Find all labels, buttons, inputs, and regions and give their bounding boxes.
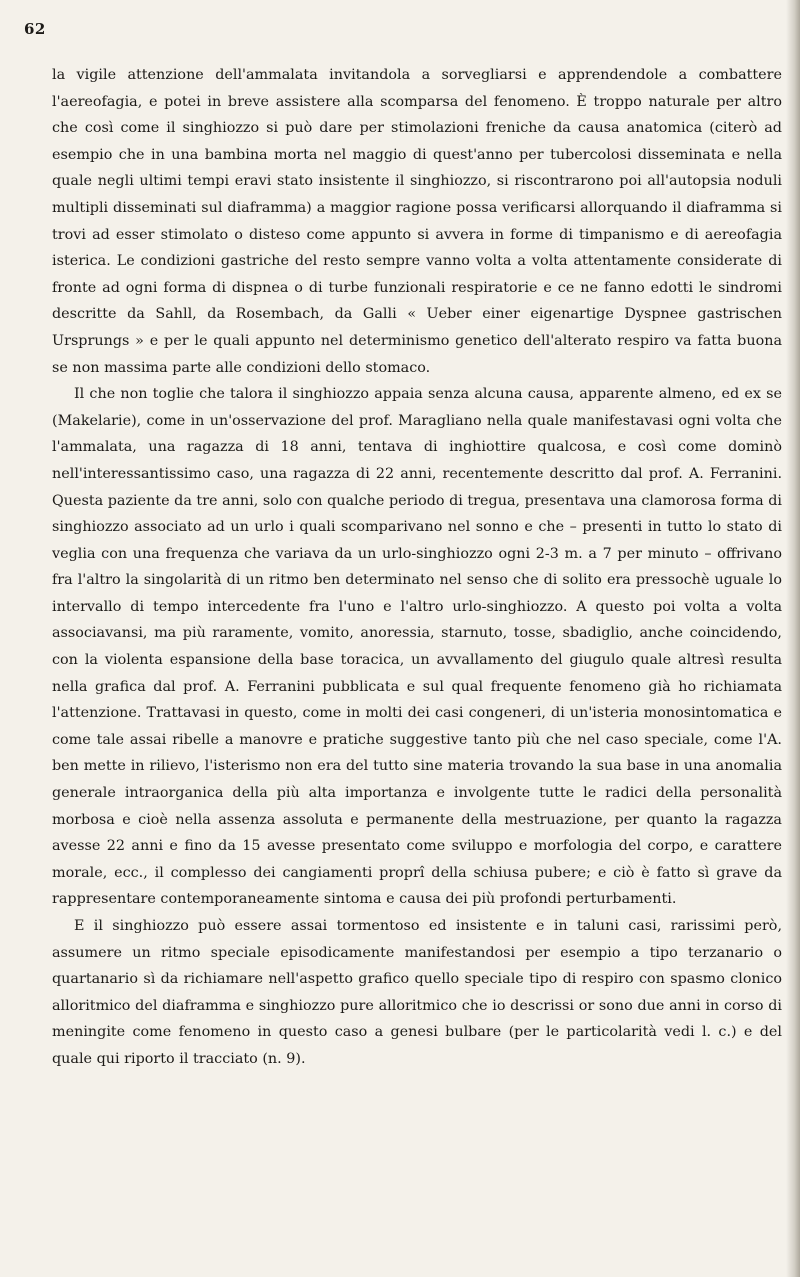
page-body — [52, 62, 782, 1073]
paragraph-2: Il che non toglie che talora il singhiozzo appaia senza alcuna causa, apparente almeno, ed ex se (Makelarie), come in un'osservazione del prof. Maragliano nella quale manifestavasi ogni volta che l'ammalata, una ragazza di 18 anni, tentava di inghiottire qualcosa, e così come dominò nell'interessantissimo caso, una ragazza di 22 anni, recentemente descritto dal prof. A. Ferranini. Questa paziente da tre anni, solo con qualche periodo di tregua, presentava una clamorosa forma di singhiozzo associato ad un urlo i quali scomparivano nel sonno e che – presenti in tutto lo stato di veglia con una frequenza che variava da un urlo-singhiozzo ogni 2-3 m. a 7 per minuto – offrivano fra l'altro la singolarità di un ritmo ben determinato nel senso che di solito era pressochè uguale lo intervallo di tempo intercedente fra l'uno e l'altro urlo-singhiozzo. A questo poi volta a volta associavansi, ma più raramente, vomito, anoressia, starnuto, tosse, sbadiglio, anche coincidendo, con la violenta espansione della base toracica, un avvallamento del giugulo quale altresì resulta nella grafica dal prof. A. Ferranini pubblicata e sul qual frequente fenomeno già ho richiamata l'attenzione. Trattavasi in questo, come in molti dei casi congeneri, di un'isteria monosintomatica e come tale assai ribelle a manovre e pratiche suggestive tanto più che nel caso speciale, come l'A. ben mette in rilievo, l'isterismo non era del tutto sine materia trovando la sua base in una anomalia generale intraorganica della più alta importanza e involgente tutte le radici della personalità morbosa e cioè nella assenza assoluta e permanente della mestruazione, per quanto la ragazza avesse 22 anni e fino da 15 avesse presentato come sviluppo e morfologia del corpo, e carattere morale, ecc., il complesso dei cangiamenti proprî della schiusa pubere; e ciò è fatto sì grave da rappresentare contemporaneamente sintoma e causa dei più profondi perturbamenti. — [52, 386, 783, 908]
paragraph-1: la vigile attenzione dell'ammalata invitandola a sorvegliarsi e apprendendole a combattere l'aereofagia, e potei in breve assistere alla scomparsa del fenomeno. È troppo naturale per altro che così come il singhiozzo si può dare per stimolazioni freniche da causa anatomica (citerò ad esempio che in una bambina morta nel maggio di quest'anno per tubercolosi disseminata e nella quale negli ultimi tempi eravi stato insistente il singhiozzo, si riscontrarono poi all'autopsia noduli multipli disseminati sul diaframma) a maggior ragione possa verificarsi allorquando il diaframma si trovi ad esser stimolato o disteso come appunto si avvera in forme di timpanismo e di aereofagia isterica. Le condizioni gastriche del resto sempre vanno volta a volta attentamente considerate di fronte ad ogni forma di dispnea o di turbe funzionali respiratorie e ce ne fanno edotti le sindromi descritte da Sahll, da Rosembach, da Galli « Ueber einer eigenartige Dyspnee gastrischen Ursprungs » e per le quali appunto nel determinismo genetico dell'alterato respiro va fatta buona se non massima parte alle condizioni dello stomaco. — [52, 67, 782, 376]
page-edge-shadow — [786, 0, 800, 1277]
page-number: 62 — [24, 20, 46, 38]
paragraph-3: E il singhiozzo può essere assai tormentoso ed insistente e in taluni casi, rarissimi però, assumere un ritmo speciale episodicamente manifestandosi per esempio a tipo terzanario o quartanario sì da richiamare nell'aspetto grafico quello speciale tipo di respiro con spasmo clonico alloritmico del diaframma e singhiozzo pure alloritmico che io descrissi or sono due anni in corso di meningite come fenomeno in questo caso a genesi bulbare (per le particolarità vedi l. c.) e del quale qui riporto il tracciato (n. 9). — [52, 918, 782, 1067]
